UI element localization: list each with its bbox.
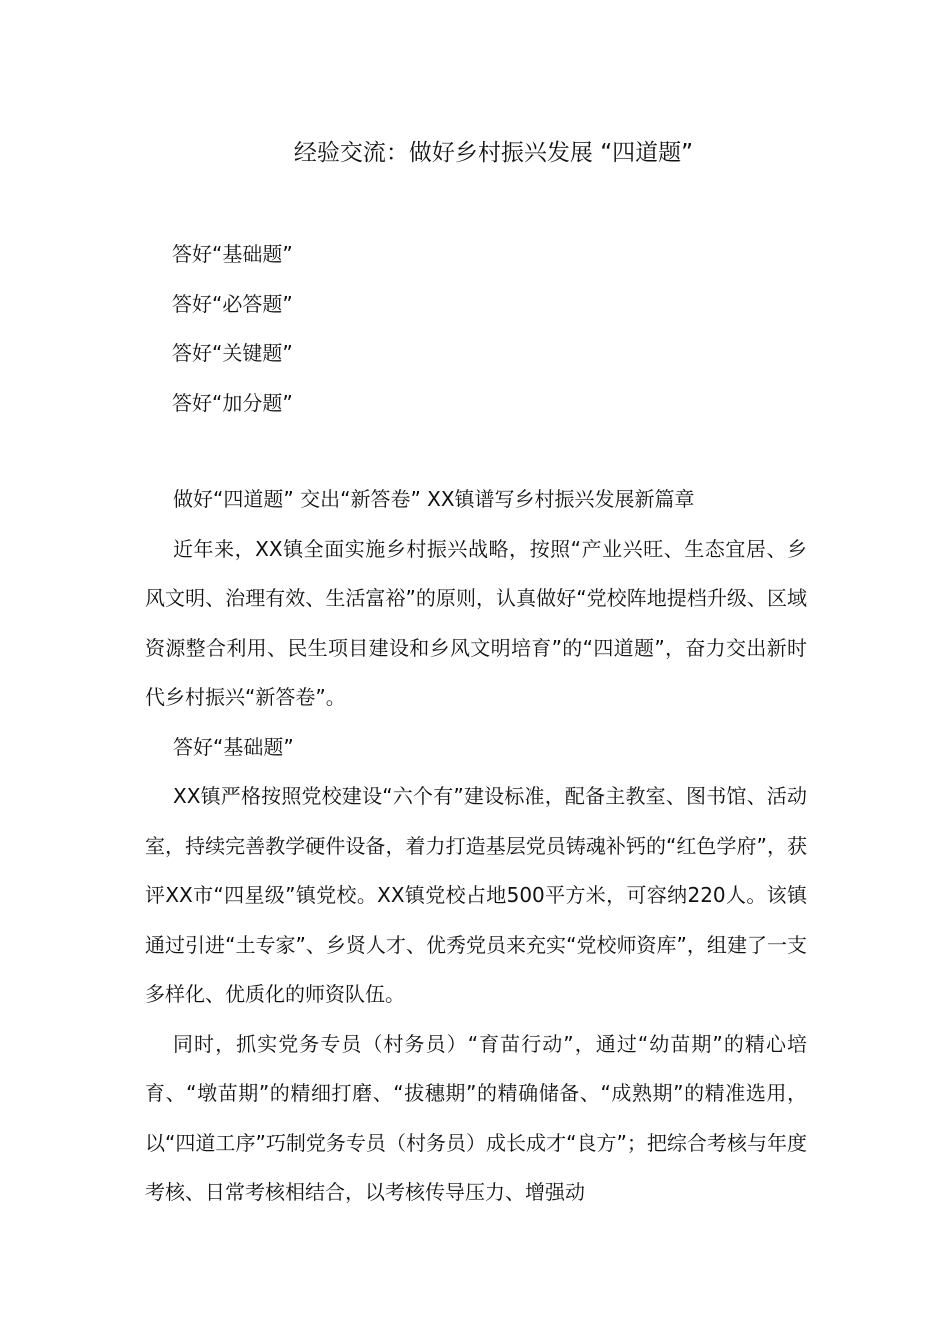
toc-item-basic: 答好“基础题” — [172, 242, 293, 266]
toc-list — [172, 230, 293, 428]
toc-item-required: 答好“必答题” — [172, 291, 293, 316]
toc-item-key: 答好“关键题” — [172, 341, 293, 365]
section-paragraph-1: XX镇严格按照党校建设“六个有”建设标准，配备主教室、图书馆、活动室，持续完善教学硬件设备，着力打造基层党员铸魂补钙的“红色学府”，获评XX市“四星级”镇党校。XX镇党校占地500平方米，可容纳220人。该镇通过引进“土专家”、乡贤人才、优秀党员来充实“党校师资库”，组建了一支多样化、优质化的师资队伍。 — [145, 784, 807, 1006]
intro-paragraph: 近年来，XX镇全面实施乡村振兴战略，按照“产业兴旺、生态宜居、乡风文明、治理有效、生活富裕”的原则，认真做好“党校阵地提档升级、区域资源整合利用、民生项目建设和乡风文明培育”的“四道题”，奋力交出新时代乡村振兴“新答卷”。 — [145, 536, 807, 709]
toc-item-bonus: 答好“加分题” — [172, 390, 293, 415]
section-heading-basic: 答好“基础题” — [173, 734, 294, 759]
article-subtitle: 做好“四道题” 交出“新答卷” XX镇谱写乡村振兴发展新篇章 — [173, 487, 695, 511]
document-body — [145, 475, 807, 1218]
section-paragraph-2: 同时，抓实党务专员（村务员）“育苗行动”，通过“幼苗期”的精心培育、“墩苗期”的精细打磨、“拔穗期”的精确储备、“成熟期”的精准选用，以“四道工序”巧制党务专员（村务员）成长成才“良方”；把综合考核与年度考核、日常考核相结合，以考核传导压力、增强动 — [145, 1031, 807, 1204]
document-title: 经验交流：做好乡村振兴发展 “四道题” — [293, 140, 694, 166]
